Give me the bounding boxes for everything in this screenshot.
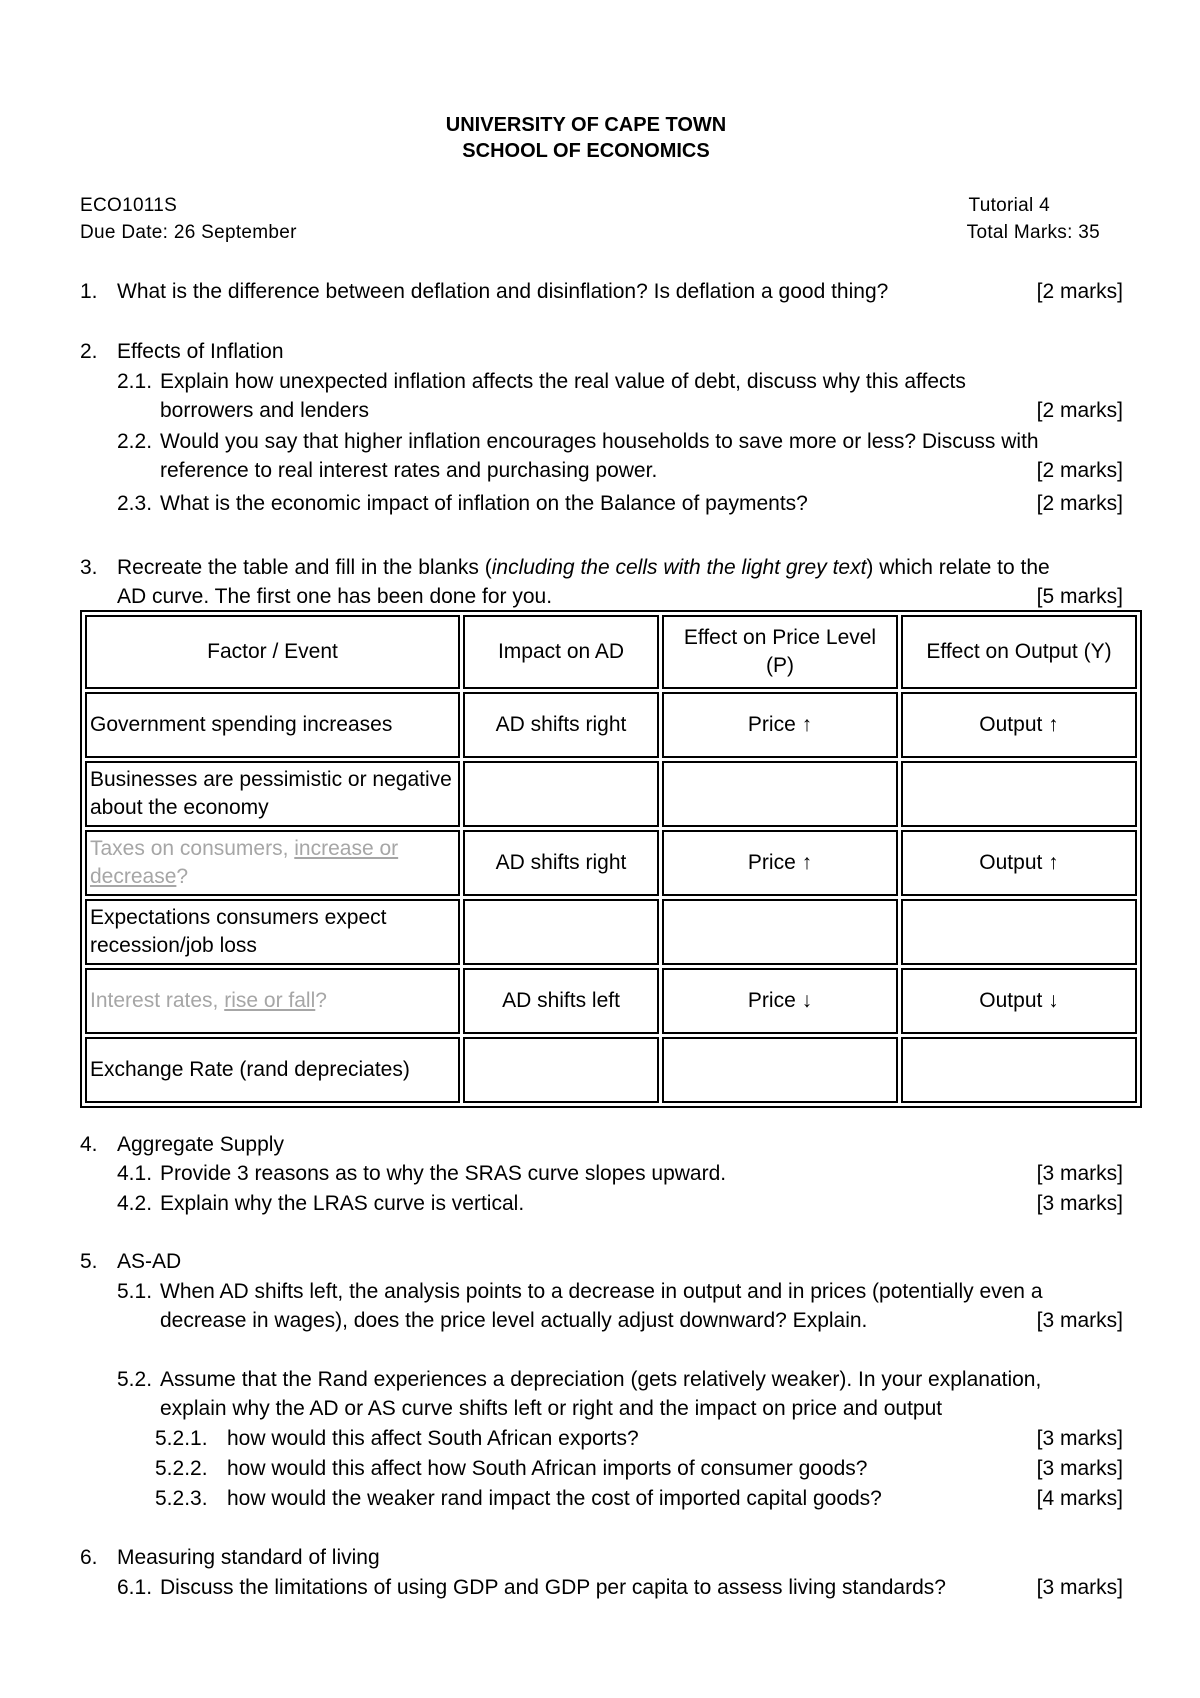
q2-1-number: 2.1. — [117, 370, 153, 393]
q5-1-number: 5.1. — [117, 1280, 153, 1303]
school-title: SCHOOL OF ECONOMICS — [462, 140, 710, 162]
due-date: Due Date: 26 September — [80, 222, 297, 243]
q2-3-number: 2.3. — [117, 492, 153, 515]
q5-number: 5. — [80, 1250, 98, 1273]
cell-price: Price ↑ — [662, 830, 898, 896]
q4-title: Aggregate Supply — [117, 1133, 284, 1156]
q4-1-text: Provide 3 reasons as to why the SRAS curve slopes upward. — [160, 1162, 727, 1185]
q5-1-line2: decrease in wages), does the price level actually adjust downward? Explain. — [160, 1309, 868, 1332]
q5-2-3-marks: [4 marks] — [1036, 1487, 1123, 1510]
q3-line2: AD curve. The first one has been done for you. — [117, 585, 553, 608]
q5-2-3-number: 5.2.3. — [155, 1487, 208, 1510]
table-row — [85, 1037, 1137, 1103]
q5-2-1-text: how would this affect South African exports? — [227, 1427, 639, 1450]
q1-marks: [2 marks] — [1036, 280, 1123, 303]
q4-2-text: Explain why the LRAS curve is vertical. — [160, 1192, 525, 1215]
q1-text: What is the difference between deflation and disinflation? Is deflation a good thing? — [117, 280, 889, 303]
q4-2-number: 4.2. — [117, 1192, 153, 1215]
grey-choice-text: increase or decrease — [90, 837, 399, 888]
q5-2-2-marks: [3 marks] — [1036, 1457, 1123, 1480]
q5-2-3-text: how would the weaker rand impact the cost of imported capital goods? — [227, 1487, 882, 1510]
cell-impact: AD shifts left — [463, 968, 659, 1034]
q5-1-marks: [3 marks] — [1036, 1309, 1123, 1332]
q5-1-line1: When AD shifts left, the analysis points to a decrease in output and in prices (potentially even a — [160, 1280, 1043, 1303]
q2-3-text: What is the economic impact of inflation on the Balance of payments? — [160, 492, 808, 515]
cell-impact: AD shifts right — [463, 692, 659, 758]
header-factor: Factor / Event — [85, 615, 460, 689]
q4-1-number: 4.1. — [117, 1162, 153, 1185]
grey-choice-text: rise or fall — [224, 989, 316, 1012]
total-marks: Total Marks: 35 — [966, 222, 1100, 243]
q5-2-2-number: 5.2.2. — [155, 1457, 208, 1480]
header-price: Effect on Price Level (P) — [662, 615, 898, 689]
cell-factor-grey: Taxes on consumers, increase or decrease? — [85, 830, 460, 896]
cell-output: Output ↑ — [901, 830, 1137, 896]
q6-title: Measuring standard of living — [117, 1546, 380, 1569]
q2-2-line1: Would you say that higher inflation encourages households to save more or less? Discuss with — [160, 430, 1039, 453]
q2-2-line2: reference to real interest rates and purchasing power. — [160, 459, 658, 482]
cell-output-blank — [901, 761, 1137, 827]
q2-1-marks: [2 marks] — [1036, 399, 1123, 422]
q3-marks: [5 marks] — [1036, 585, 1123, 608]
cell-output: Output ↑ — [901, 692, 1137, 758]
q2-1-line2: borrowers and lenders — [160, 399, 369, 422]
q5-2-1-marks: [3 marks] — [1036, 1427, 1123, 1450]
q1-number: 1. — [80, 280, 98, 303]
q3-italic-note: including the cells with the light grey text — [491, 556, 867, 579]
q6-number: 6. — [80, 1546, 98, 1569]
cell-factor-grey: Interest rates, rise or fall? — [85, 968, 460, 1034]
cell-price-blank — [662, 1037, 898, 1103]
q5-2-number: 5.2. — [117, 1368, 153, 1391]
header-impact: Impact on AD — [463, 615, 659, 689]
course-code: ECO1011S — [80, 195, 178, 216]
cell-output-blank — [901, 899, 1137, 965]
cell-factor: Exchange Rate (rand depreciates) — [85, 1037, 460, 1103]
q6-1-marks: [3 marks] — [1036, 1576, 1123, 1599]
q6-1-text: Discuss the limitations of using GDP and GDP per capita to assess living standards? — [160, 1576, 946, 1599]
table-row — [85, 692, 1137, 758]
q5-2-line2: explain why the AD or AS curve shifts left or right and the impact on price and output — [160, 1397, 943, 1420]
cell-price-blank — [662, 761, 898, 827]
q4-2-marks: [3 marks] — [1036, 1192, 1123, 1215]
q4-1-marks: [3 marks] — [1036, 1162, 1123, 1185]
cell-price: Price ↑ — [662, 692, 898, 758]
q2-2-marks: [2 marks] — [1036, 459, 1123, 482]
table-row — [85, 968, 1137, 1034]
cell-factor: Businesses are pessimistic or negative about the economy — [85, 761, 460, 827]
cell-factor: Expectations consumers expect recession/job loss — [85, 899, 460, 965]
q4-number: 4. — [80, 1133, 98, 1156]
q5-2-line1: Assume that the Rand experiences a depreciation (gets relatively weaker). In your explanation, — [160, 1368, 1042, 1391]
table-row — [85, 899, 1137, 965]
table-row — [85, 830, 1137, 896]
q5-2-2-text: how would this affect how South African imports of consumer goods? — [227, 1457, 868, 1480]
header-output: Effect on Output (Y) — [901, 615, 1137, 689]
q2-2-number: 2.2. — [117, 430, 153, 453]
cell-output: Output ↓ — [901, 968, 1137, 1034]
ad-table — [80, 610, 1142, 1108]
university-title: UNIVERSITY OF CAPE TOWN — [445, 114, 727, 136]
table-header-row — [85, 615, 1137, 689]
q3-number: 3. — [80, 556, 98, 579]
cell-output-blank — [901, 1037, 1137, 1103]
q3-line1: Recreate the table and fill in the blanks (including the cells with the light grey text) which relate to the — [117, 556, 1050, 579]
cell-impact: AD shifts right — [463, 830, 659, 896]
q6-1-number: 6.1. — [117, 1576, 153, 1599]
table-row — [85, 761, 1137, 827]
q2-number: 2. — [80, 340, 98, 363]
q5-2-1-number: 5.2.1. — [155, 1427, 208, 1450]
cell-price: Price ↓ — [662, 968, 898, 1034]
tutorial-number: Tutorial 4 — [968, 195, 1050, 216]
q2-1-line1: Explain how unexpected inflation affects the real value of debt, discuss why this affects — [160, 370, 966, 393]
cell-impact-blank — [463, 1037, 659, 1103]
cell-impact-blank — [463, 899, 659, 965]
cell-price-blank — [662, 899, 898, 965]
cell-factor: Government spending increases — [85, 692, 460, 758]
cell-impact-blank — [463, 761, 659, 827]
q2-3-marks: [2 marks] — [1036, 492, 1123, 515]
q5-title: AS-AD — [117, 1250, 182, 1273]
q2-title: Effects of Inflation — [117, 340, 284, 363]
